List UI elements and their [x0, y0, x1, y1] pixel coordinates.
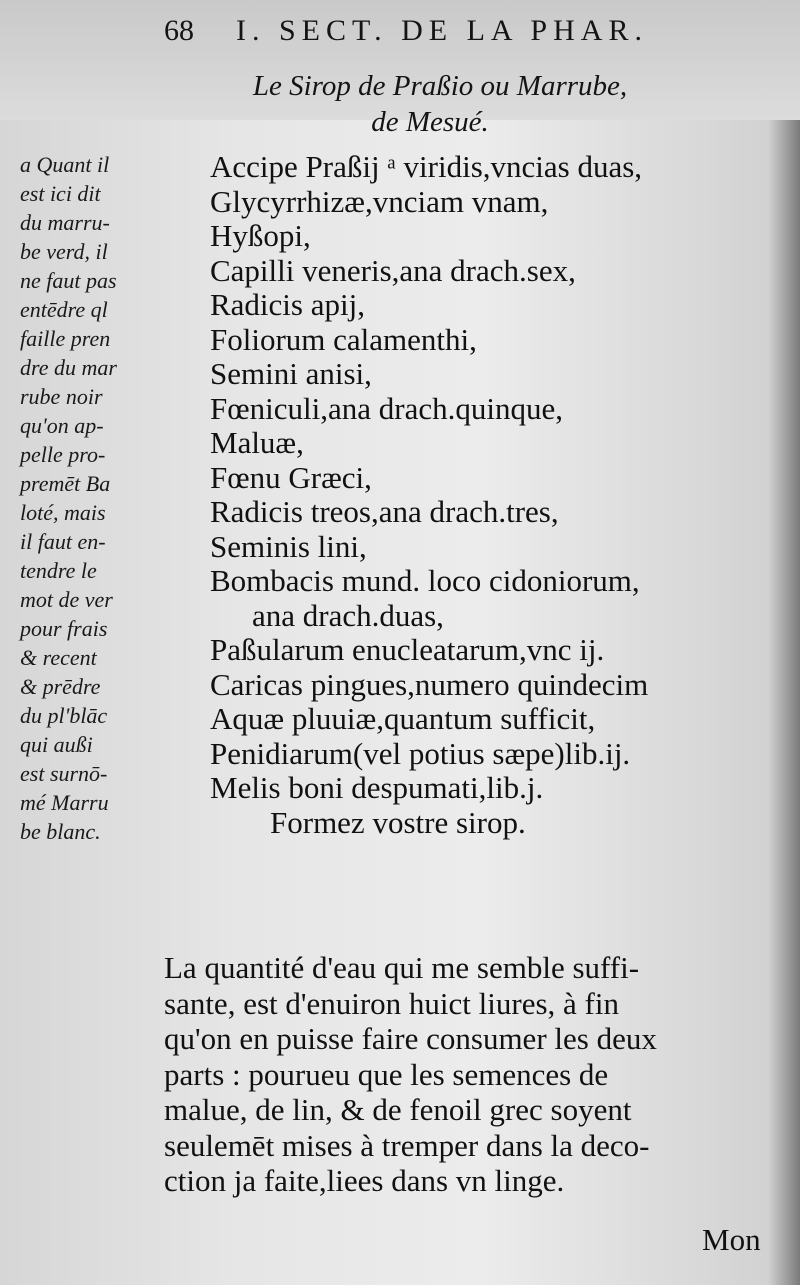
- margin-note-line: est ici dit: [20, 181, 101, 206]
- margin-note-line: ne faut pas: [20, 268, 117, 293]
- page-number: 68: [164, 14, 194, 47]
- margin-note-line: mé Marru: [20, 790, 109, 815]
- margin-note-line: dre du mar: [20, 355, 117, 380]
- margin-note-line: entēdre ql: [20, 297, 108, 322]
- paragraph-line: parts : pourueu que les semences de: [164, 1056, 609, 1092]
- ingredient-line: ana drach.duas,: [252, 597, 444, 633]
- page-header: [160, 14, 720, 64]
- margin-note-line: tendre le: [20, 558, 97, 583]
- margin-note-line: du marru-: [20, 210, 110, 235]
- ingredient-line: Radicis treos,ana drach.tres,: [210, 494, 559, 529]
- ingredient-line: Seminis lini,: [210, 528, 367, 564]
- margin-note-line: mot de ver: [20, 587, 113, 612]
- margin-note-line: il faut en-: [20, 529, 106, 554]
- paragraph-line: malue, de lin, & de fenoil grec soyent: [164, 1092, 632, 1127]
- ingredient-line: Fœnu Græci,: [210, 459, 372, 495]
- paragraph-line: sante, est d'enuiron huict liures, à fin: [164, 985, 619, 1021]
- margin-note-line: be verd, il: [20, 239, 108, 264]
- margin-note-line: qui außi: [20, 732, 93, 757]
- paragraph-line: ction ja faite,liees dans vn linge.: [164, 1163, 565, 1198]
- running-head: I. SECT. DE LA PHAR.: [236, 14, 648, 47]
- ingredient-line: Glycyrrhizæ,vnciam vnam,: [210, 183, 549, 219]
- ingredient-line: Hyßopi,: [210, 218, 311, 253]
- margin-note-line: rube noir: [20, 384, 103, 409]
- margin-note-line: faille pren: [20, 326, 111, 351]
- ingredient-line: Aquæ pluuiæ,quantum sufficit,: [210, 701, 596, 736]
- recipe-title: Le Sirop de Praßio ou Marrube,: [252, 70, 628, 102]
- margin-note-line: pelle pro-: [20, 442, 106, 467]
- ingredient-line: Accipe Praßij ᵃ viridis,vncias duas,: [210, 149, 643, 184]
- margin-note-line: pour frais: [20, 616, 108, 641]
- margin-note-line: & recent: [20, 645, 97, 670]
- recipe-title-author: de Mesué.: [371, 106, 489, 138]
- margin-note: [20, 150, 170, 846]
- ingredient-line: Capilli veneris,ana drach.sex,: [210, 252, 576, 288]
- margin-note-line: loté, mais: [20, 500, 106, 525]
- margin-note-line: a Quant il: [20, 152, 110, 177]
- margin-note-line: qu'on ap-: [20, 413, 104, 438]
- ingredient-line: Maluæ,: [210, 425, 304, 460]
- margin-note-line: be blanc.: [20, 819, 101, 844]
- ingredient-line: Fœniculi,ana drach.quinque,: [210, 390, 563, 426]
- margin-note-line: premēt Ba: [20, 471, 111, 496]
- ingredient-line: Semini anisi,: [210, 356, 372, 391]
- margin-note-line: est surnō-: [20, 761, 108, 786]
- margin-note-line: du pl'blāc: [20, 703, 108, 728]
- recipe-instruction: Formez vostre sirop.: [270, 804, 526, 840]
- paragraph-line: seulemēt mises à tremper dans la deco-: [164, 1127, 650, 1163]
- catchword: Mon: [702, 1222, 761, 1257]
- ingredient-line: Radicis apij,: [210, 287, 365, 322]
- ingredient-line: Penidiarum(vel potius sæpe)lib.ij.: [210, 735, 631, 771]
- ingredient-line: Paßularum enucleatarum,vnc ij.: [210, 632, 605, 667]
- ingredient-line: Foliorum calamenthi,: [210, 321, 477, 357]
- ingredient-line: Bombacis mund. loco cidoniorum,: [210, 563, 640, 598]
- paragraph-line: La quantité d'eau qui me semble suffi-: [164, 950, 640, 985]
- recipe-ingredients: [210, 150, 780, 840]
- margin-note-line: & prēdre: [20, 674, 101, 699]
- paragraph-line: qu'on en puisse faire consumer les deux: [164, 1021, 657, 1056]
- ingredient-line: Melis boni despumati,lib.j.: [210, 770, 544, 805]
- ingredient-line: Caricas pingues,numero quindecim: [210, 666, 649, 702]
- body-paragraph: [164, 950, 764, 1199]
